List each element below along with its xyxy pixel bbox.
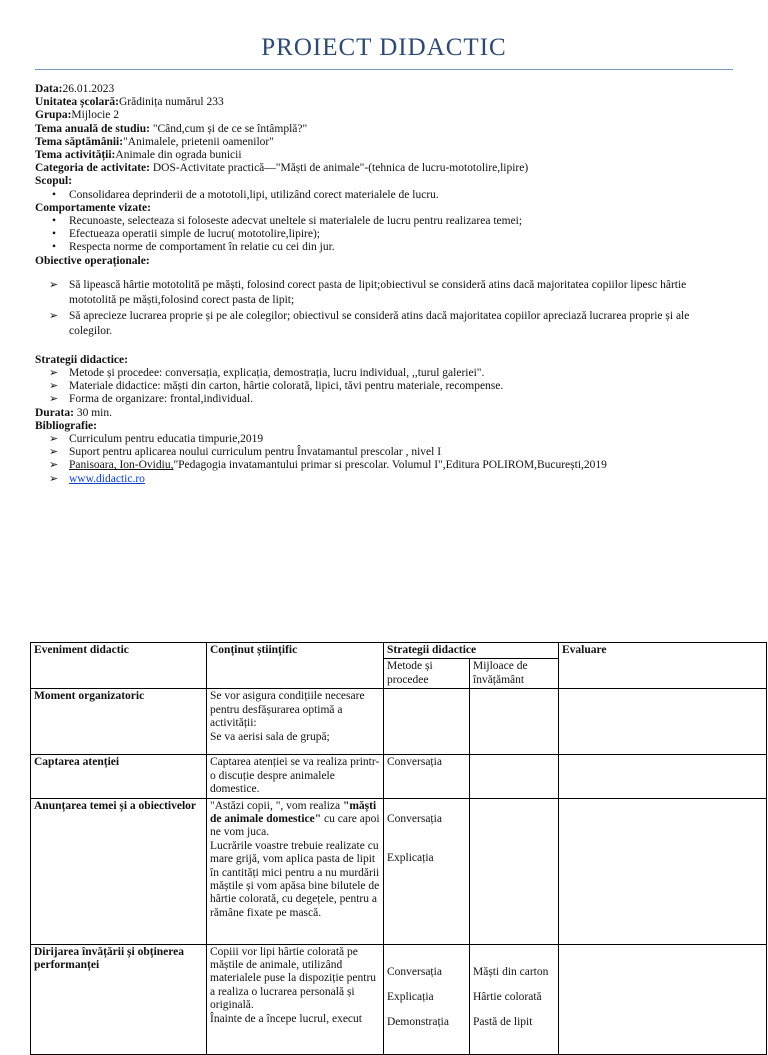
list-item: ➢ Să aprecieze lucrarea proprie și pe ale colegilor; obiectivul se consideră atins dacă majoritatea copiilor apreciază lucrarea proprie și ale colegilor.: [35, 309, 735, 340]
list-item: • Respecta norme de comportament în relatie cu cei din jur.: [35, 241, 735, 254]
row-means: [470, 689, 559, 755]
list-item: ➢ Forma de organizare: frontal,individual.: [35, 393, 735, 406]
header-content: Conținut științific: [207, 643, 384, 689]
list-item: ➢ Curriculum pentru educatia timpurie,2019: [35, 433, 735, 446]
header-means: Mijloace de învățământ: [470, 659, 559, 689]
list-item: • Recunoaste, selecteaza si foloseste adecvat uneltele si materialele de lucru pentru realizarea temei;: [35, 215, 735, 228]
title-divider: [35, 69, 733, 70]
duration: Durata: 30 min.: [35, 406, 112, 419]
table-row: [31, 798, 767, 944]
bibliography-list: [35, 433, 735, 486]
row-event: Moment organizatoric: [31, 689, 207, 755]
row-means: Măști din carton Hârtie colorată Pastă de lipit: [470, 944, 559, 1054]
objectives-heading: Obiective operaționale:: [35, 254, 150, 267]
scope-list: [35, 189, 735, 202]
row-content: Se vor asigura condițiile necesare pentru desfășurarea optimă a activității: Se va aerisi sala de grupă;: [207, 689, 384, 755]
list-item: ➢ Metode și procedee: conversația, explicația, demostrația, lucru individual, ,,turul galeriei".: [35, 367, 735, 380]
row-means: [470, 798, 559, 944]
bibliography-author: Panisoara, Ion-Ovidiu,: [69, 459, 174, 472]
row-event: Anunțarea temei și a obiectivelor: [31, 798, 207, 944]
table-row: [31, 689, 767, 755]
row-methods: [384, 689, 470, 755]
table-row: [31, 944, 767, 1054]
row-methods: Conversația Explicația: [384, 798, 470, 944]
document-body: [35, 83, 735, 486]
document-title: PROIECT DIDACTIC: [261, 34, 507, 61]
row-evaluation: [559, 798, 767, 944]
header-event: Eveniment didactic: [31, 643, 207, 689]
list-item: ➢ Suport pentru aplicarea noului curriculum pentru Învatamantul prescolar , nivel I: [35, 446, 735, 459]
row-content: "Astăzi copii, ", vom realiza "măști de animale domestice" cu care apoi ne vom juca. Lucrările voastre trebuie realizate cu mare grijă, vom aplica pasta de lipit în cantități mici pentru a nu murdării măștile și vom apăsa bine bilutele de hârtie colorată, cu degețele, pentru a rămâne fixate pe mască.: [207, 798, 384, 944]
list-item: • Efectueaza operatii simple de lucru( mototolire,lipire);: [35, 228, 735, 241]
meta-activity-theme: Tema activității:Animale din ograda bunicii: [35, 149, 242, 162]
didactic-link[interactable]: www.didactic.ro: [69, 472, 145, 485]
row-content: Captarea atenției se va realiza printr-o discuție despre animalele domestice.: [207, 755, 384, 798]
list-item: • Consolidarea deprinderii de a mototoli,lipi, utilizând corect materialele de lucru.: [35, 189, 735, 202]
meta-group: Grupa:Mijlocie 2: [35, 109, 120, 122]
behaviors-list: [35, 215, 735, 255]
meta-week-theme: Tema săptămânii:"Animalele, prietenii oamenilor": [35, 135, 274, 148]
meta-activity-category: Categoria de activitate: DOS-Activitate practică—"Măști de animale"-(tehnica de lucru-mototolire,lipire): [35, 162, 529, 175]
lesson-table: [30, 642, 767, 1055]
row-evaluation: [559, 944, 767, 1054]
objectives-list: [35, 278, 735, 340]
scope-heading: Scopul:: [35, 175, 73, 188]
row-means: [470, 755, 559, 798]
list-item: ➢ Să lipească hârtie mototolită pe măști, folosind corect pasta de lipit;obiectivul se consideră atins dacă majoritatea copiilor lipesc hârtie mototolită pe măști,folosind corect pasta de lipit;: [35, 278, 735, 309]
list-item: ➢ Materiale didactice: măști din carton, hârtie colorată, lipici, tăvi pentru materiale, recompense.: [35, 380, 735, 393]
meta-date: Data:26.01.2023: [35, 83, 115, 95]
header-strategies: Strategii didactice: [384, 643, 559, 659]
header-methods: Metode și procedee: [384, 659, 470, 689]
meta-school: Unitatea școlară:Grădinița numărul 233: [35, 96, 224, 109]
row-methods: Conversația: [384, 755, 470, 798]
list-item: [35, 473, 735, 486]
row-evaluation: [559, 689, 767, 755]
row-event: Dirijarea învățării și obținerea performanței: [31, 944, 207, 1054]
behaviors-heading: Comportamente vizate:: [35, 201, 151, 214]
table-row: [31, 755, 767, 798]
row-content: Copiii vor lipi hârtie colorată pe măștile de animale, utilizând materialele puse la dispoziție pentru a realiza o lucrarea personală și originală. Înainte de a începe lucrul, execut: [207, 944, 384, 1054]
strategies-list: [35, 367, 735, 407]
row-methods: Conversația Explicația Demonstrația: [384, 944, 470, 1054]
row-evaluation: [559, 755, 767, 798]
table-header-row: [31, 643, 767, 659]
meta-annual-theme: Tema anuală de studiu: "Când,cum și de ce se întâmplă?": [35, 122, 308, 135]
bibliography-heading: Bibliografie:: [35, 419, 97, 432]
header-evaluation: Evaluare: [559, 643, 767, 689]
list-item: ➢ Panisoara, Ion-Ovidiu,"Pedagogia invatamantului primar si prescolar. Volumul I",Editura POLIROM,București,2019: [35, 459, 735, 472]
row-event: Captarea atenției: [31, 755, 207, 798]
strategies-heading: Strategii didactice:: [35, 353, 128, 366]
